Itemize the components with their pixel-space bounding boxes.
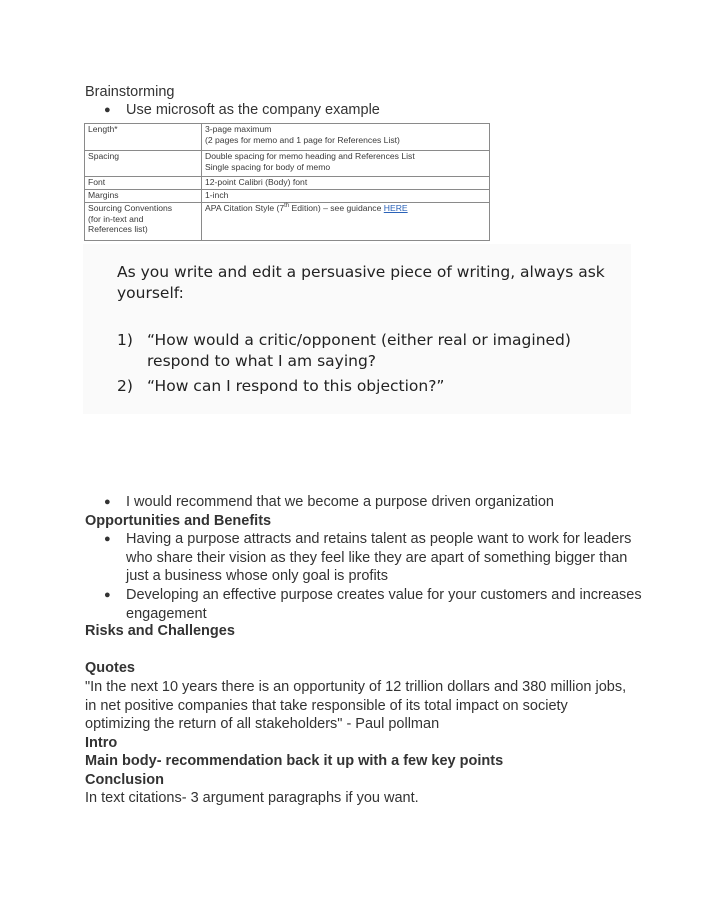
quote-item-number: 1) xyxy=(117,331,133,349)
table-row xyxy=(85,177,490,190)
quote-item-number: 2) xyxy=(117,377,133,395)
table-cell: 3-page maximum xyxy=(205,124,272,134)
quote-item-text: “How would a critic/opponent (either real or imagined) respond to what I am saying? xyxy=(147,331,571,370)
persuasive-writing-image xyxy=(83,244,631,414)
table-row xyxy=(85,190,490,203)
opportunity-item: Having a purpose attracts and retains talent as people want to work for leaders who share their vision as they feel like they are apart of something bigger than just a business whose only goal is profits xyxy=(126,531,632,584)
table-cell: Double spacing for memo heading and References List xyxy=(205,151,415,161)
citations-text: In text citations- 3 argument paragraphs if you want. xyxy=(85,790,419,806)
table-cell: Length* xyxy=(88,124,118,134)
table-cell: Margins xyxy=(88,190,119,200)
requirements-table xyxy=(84,123,490,241)
table-row xyxy=(85,203,490,241)
bullet-dot: ● xyxy=(104,496,111,508)
guidance-link[interactable]: HERE xyxy=(383,203,408,213)
table-cell: Sourcing Conventions xyxy=(88,203,173,213)
quote-item-text: “How can I respond to this objection?” xyxy=(147,377,445,395)
table-cell: 1-inch xyxy=(205,190,229,200)
table-cell: References list) xyxy=(88,224,148,234)
table-cell: Spacing xyxy=(88,151,120,161)
table-cell: Edition) – see guidance xyxy=(289,203,384,213)
intro-title: Intro xyxy=(85,735,118,751)
bullet-recommendation: I would recommend that we become a purpose driven organization xyxy=(126,494,554,510)
superscript: th xyxy=(284,203,290,210)
opportunities-title: Opportunities and Benefits xyxy=(85,513,272,529)
requirements-table-image xyxy=(84,123,490,242)
table-cell: APA Citation Style (7 xyxy=(205,203,285,213)
table-cell: (for in-text and xyxy=(88,213,144,224)
main-body-title: Main body- recommendation back it up with a few key points xyxy=(85,753,504,769)
bullet-dot: ● xyxy=(104,533,111,545)
table-cell: Font xyxy=(88,177,106,187)
conclusion-title: Conclusion xyxy=(85,772,164,788)
bullet-dot: ● xyxy=(104,104,111,116)
table-cell: Single spacing for body of memo xyxy=(205,161,331,172)
table-cell: 12-point Calibri (Body) font xyxy=(205,177,308,187)
quotes-title: Quotes xyxy=(85,660,135,676)
bullet-dot: ● xyxy=(104,589,111,601)
quote-text: "In the next 10 years there is an opportunity of 12 trillion dollars and 380 million jobs, in net positive companies that take responsible of its total impact on society optimizing the return of all stakeholders" - Paul pollman xyxy=(85,679,627,732)
opportunity-item: Developing an effective purpose creates value for your customers and increases engagement xyxy=(126,587,642,622)
table-cell: (2 pages for memo and 1 page for References List) xyxy=(205,134,400,145)
quote-intro: As you write and edit a persuasive piece of writing, always ask yourself: xyxy=(117,263,605,302)
heading-brainstorming: Brainstorming xyxy=(85,84,175,100)
table-row xyxy=(85,124,490,151)
table-row xyxy=(85,151,490,177)
bullet-company-example: Use microsoft as the company example xyxy=(126,102,380,118)
risks-title: Risks and Challenges xyxy=(85,623,235,639)
